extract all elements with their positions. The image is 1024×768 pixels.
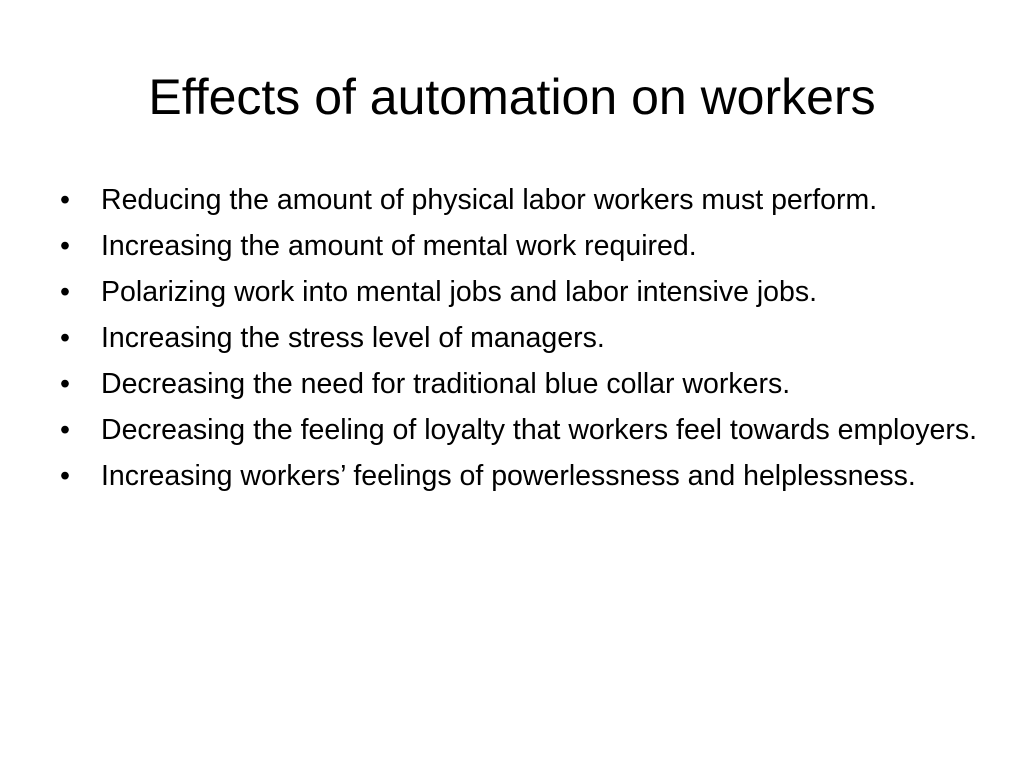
bullet-icon: • bbox=[60, 322, 70, 354]
slide-title: Effects of automation on workers bbox=[148, 69, 876, 125]
bullet-item-3 bbox=[56, 275, 986, 309]
bullet-text: Decreasing the feeling of loyalty that workers feel towards employers. bbox=[101, 414, 977, 446]
bullet-text: Decreasing the need for traditional blue collar workers. bbox=[101, 368, 791, 400]
bullet-icon: • bbox=[60, 230, 70, 262]
bullet-text: Polarizing work into mental jobs and labor intensive jobs. bbox=[101, 276, 818, 308]
bullet-item-1 bbox=[56, 183, 986, 217]
bullet-item-6 bbox=[56, 413, 986, 447]
bullet-icon: • bbox=[60, 414, 70, 446]
bullet-text: Increasing workers’ feelings of powerlessness and helplessness. bbox=[101, 460, 916, 492]
bullet-text: Increasing the amount of mental work required. bbox=[101, 230, 697, 262]
bullet-icon: • bbox=[60, 368, 70, 400]
bullet-item-7 bbox=[56, 459, 986, 493]
bullet-item-5 bbox=[56, 367, 986, 401]
bullet-text: Reducing the amount of physical labor workers must perform. bbox=[101, 184, 878, 216]
bullet-icon: • bbox=[60, 460, 70, 492]
bullet-list bbox=[56, 183, 986, 505]
bullet-text: Increasing the stress level of managers. bbox=[101, 322, 605, 354]
bullet-icon: • bbox=[60, 184, 70, 216]
bullet-icon: • bbox=[60, 276, 70, 308]
bullet-item-2 bbox=[56, 229, 986, 263]
bullet-item-4 bbox=[56, 321, 986, 355]
